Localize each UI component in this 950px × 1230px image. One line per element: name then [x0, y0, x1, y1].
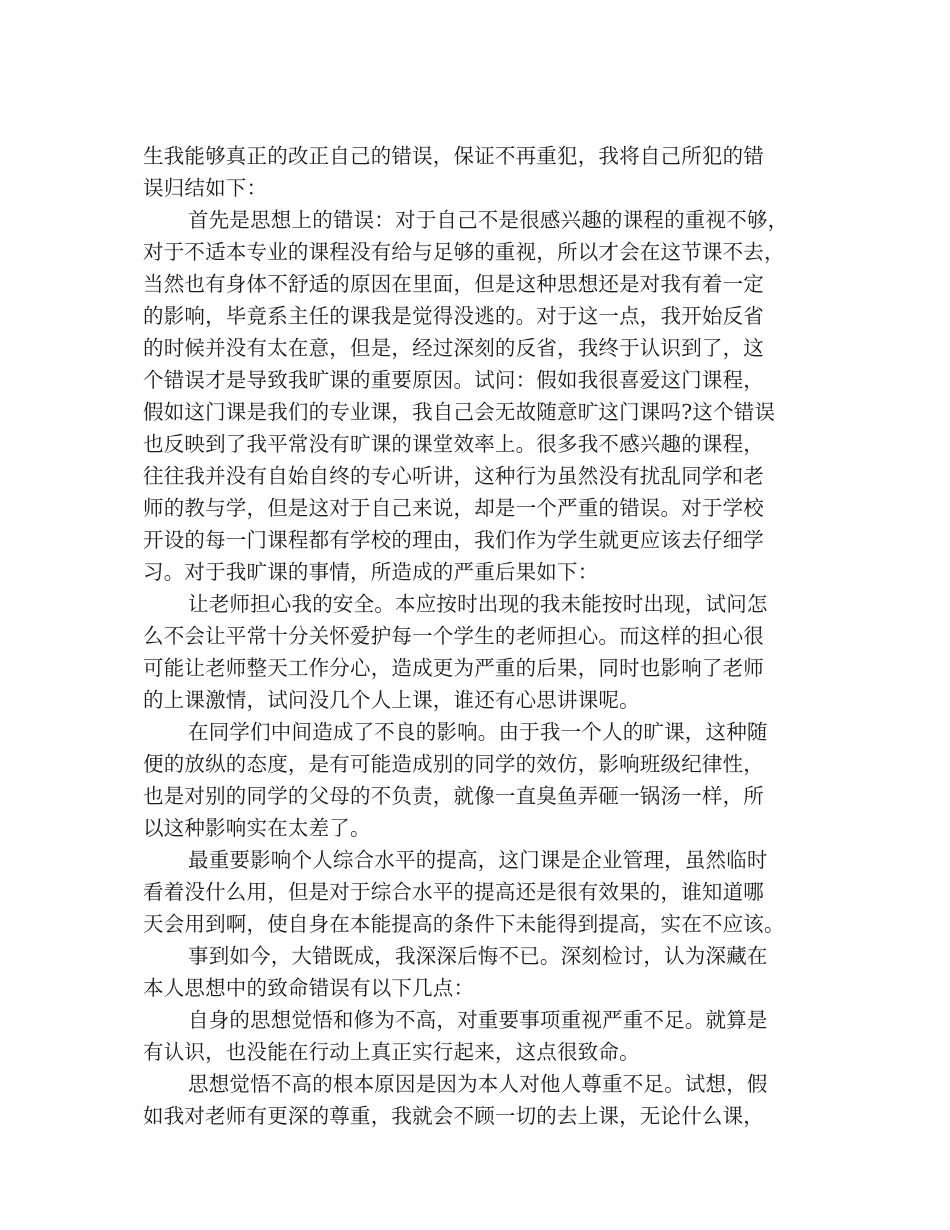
text-line: 生我能够真正的改正自己的错误，保证不再重犯，我将自己所犯的错 [143, 144, 764, 168]
text-line: 便的放纵的态度，是有可能造成别的同学的效仿，影响班级纪律性， [143, 752, 764, 776]
text-line: 事到如今，大错既成，我深深后悔不已。深刻检讨，认为深藏在 [188, 944, 768, 968]
text-line: 让老师担心我的安全。本应按时出现的我未能按时出现，试问怎 [188, 592, 768, 616]
text-line: 往往我并没有自始自终的专心听讲，这种行为虽然没有扰乱同学和老 [143, 464, 764, 488]
text-line: 么不会让平常十分关怀爱护每一个学生的老师担心。而这样的担心很 [143, 624, 764, 648]
text-line: 对于不适本专业的课程没有给与足够的重视，所以才会在这节课不去， [143, 240, 785, 264]
text-line: 开设的每一门课程都有学校的理由，我们作为学生就更应该去仔细学 [143, 528, 764, 552]
text-line: 误归结如下： [143, 176, 268, 200]
text-line: 假如这门课是我们的专业课，我自己会无故随意旷这门课吗?这个错误 [143, 400, 776, 424]
text-line: 如我对老师有更深的尊重，我就会不顾一切的去上课，无论什么课， [143, 1104, 764, 1128]
text-line: 本人思想中的致命错误有以下几点： [143, 976, 475, 1000]
text-line: 个错误才是导致我旷课的重要原因。试问：假如我很喜爱这门课程， [143, 368, 764, 392]
text-line: 的影响，毕竟系主任的课我是觉得没逃的。对于这一点，我开始反省 [143, 304, 764, 328]
text-line: 以这种影响实在太差了。 [143, 816, 371, 840]
text-line: 也是对别的同学的父母的不负责，就像一直臭鱼弄砸一锅汤一样，所 [143, 784, 764, 808]
text-line: 的时候并没有太在意，但是，经过深刻的反省，我终于认识到了，这 [143, 336, 764, 360]
text-line: 最重要影响个人综合水平的提高，这门课是企业管理，虽然临时 [188, 848, 768, 872]
text-line: 看着没什么用，但是对于综合水平的提高还是很有效果的，谁知道哪 [143, 880, 764, 904]
text-line: 思想觉悟不高的根本原因是因为本人对他人尊重不足。试想，假 [188, 1072, 768, 1096]
text-line: 也反映到了我平常没有旷课的课堂效率上。很多我不感兴趣的课程， [143, 432, 764, 456]
text-line: 可能让老师整天工作分心，造成更为严重的后果，同时也影响了老师 [143, 656, 764, 680]
text-line: 自身的思想觉悟和修为不高，对重要事项重视严重不足。就算是 [188, 1008, 768, 1032]
text-line: 的上课激情，试问没几个人上课，谁还有心思讲课呢。 [143, 688, 640, 712]
text-line: 首先是思想上的错误：对于自己不是很感兴趣的课程的重视不够， [188, 208, 789, 232]
text-line: 有认识，也没能在行动上真正实行起来，这点很致命。 [143, 1040, 640, 1064]
text-line: 天会用到啊，使自身在本能提高的条件下未能得到提高，实在不应该。 [143, 912, 785, 936]
text-line: 师的教与学，但是这对于自己来说，却是一个严重的错误。对于学校 [143, 496, 764, 520]
text-line: 当然也有身体不舒适的原因在里面，但是这种思想还是对我有着一定 [143, 272, 764, 296]
text-line: 在同学们中间造成了不良的影响。由于我一个人的旷课，这种随 [188, 720, 768, 744]
text-line: 习。对于我旷课的事情，所造成的严重后果如下： [143, 560, 599, 584]
